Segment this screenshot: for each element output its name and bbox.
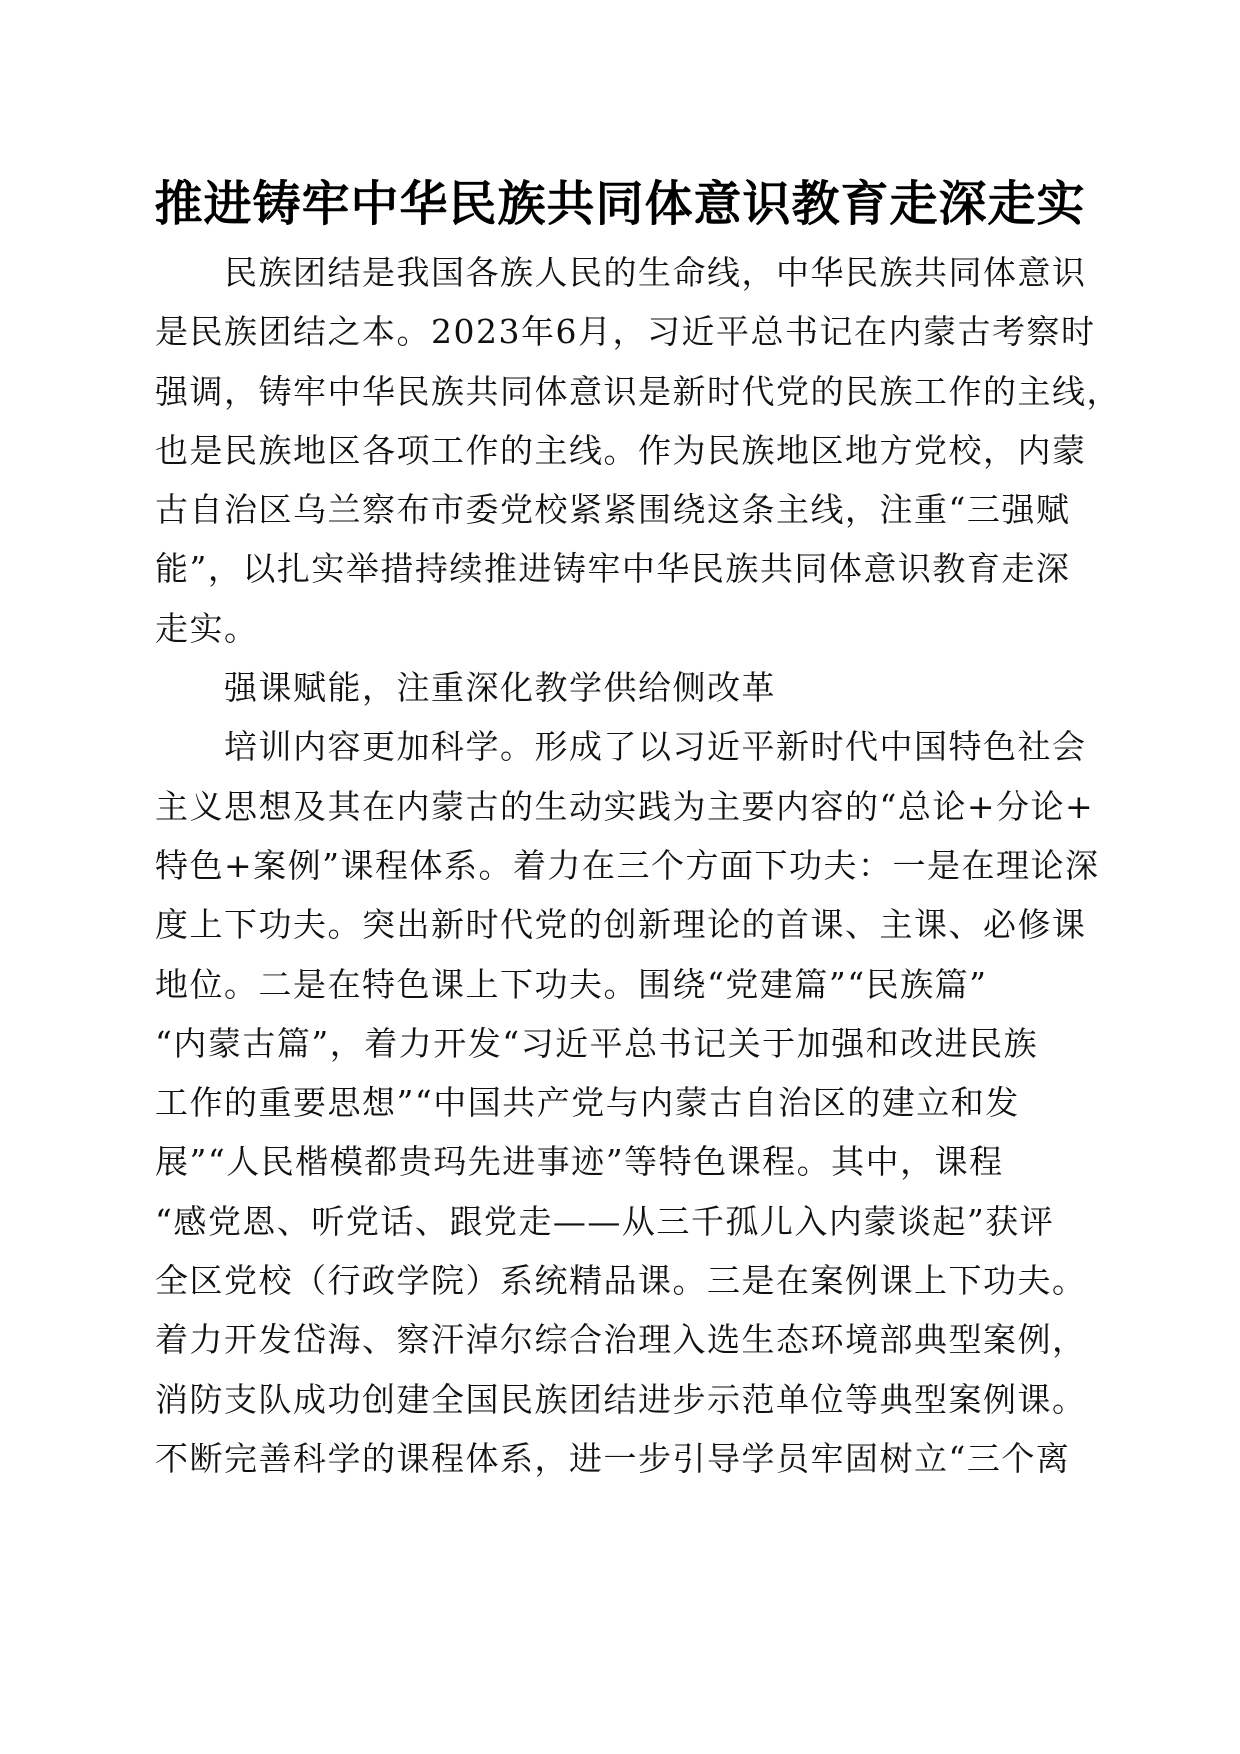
document-body [155, 243, 1121, 1488]
body-line: 古自治区乌兰察布市委党校紧紧围绕这条主线，注重“三强赋 [155, 490, 1071, 530]
body-line: 着力开发岱海、察汗淖尔综合治理入选生态环境部典型案例， [155, 1320, 1087, 1360]
body-line: 走实。 [155, 608, 259, 648]
body-line: 民族团结是我国各族人民的生命线，中华民族共同体意识 [155, 253, 1087, 292]
body-line: 培训内容更加科学。形成了以习近平新时代中国特色社会 [155, 727, 1087, 767]
body-line: 度上下功夫。突出新时代党的创新理论的首课、主课、必修课 [155, 905, 1087, 945]
body-line: “内蒙古篇”，着力开发“习近平总书记关于加强和改进民族 [155, 1023, 1039, 1063]
body-line: 是民族团结之本。2023年6月，习近平总书记在内蒙古考察时 [155, 312, 1096, 352]
body-line: “感党恩、听党话、跟党走——从三千孤儿入内蒙谈起”获评 [155, 1201, 1055, 1241]
body-line: 特色+案例”课程体系。着力在三个方面下功夫：一是在理论深 [155, 845, 1100, 885]
body-line: 主义思想及其在内蒙古的生动实践为主要内容的“总论+分论+ [155, 786, 1095, 826]
body-line: 工作的重要思想”“中国共产党与内蒙古自治区的建立和发 [155, 1083, 1020, 1123]
body-line: 消防支队成功创建全国民族团结进步示范单位等典型案例课。 [155, 1379, 1087, 1419]
body-line: 能”，以扎实举措持续推进铸牢中华民族共同体意识教育走深 [155, 549, 1071, 589]
body-line: 地位。二是在特色课上下功夫。围绕“党建篇”“民族篇” [155, 964, 988, 1004]
body-line: 不断完善科学的课程体系，进一步引导学员牢固树立“三个离 [155, 1438, 1071, 1478]
body-line: 全区党校（行政学院）系统精品课。三是在案例课上下功夫。 [155, 1261, 1087, 1301]
body-line: 强调，铸牢中华民族共同体意识是新时代党的民族工作的主线， [155, 371, 1121, 411]
section-heading: 强课赋能，注重深化教学供给侧改革 [155, 668, 776, 708]
body-line: 展”“人民楷模都贵玛先进事迹”等特色课程。其中，课程 [155, 1142, 1004, 1182]
body-line: 也是民族地区各项工作的主线。作为民族地区地方党校，内蒙 [155, 430, 1087, 470]
document-title: 推进铸牢中华民族共同体意识教育走深走实 [154, 176, 1086, 232]
